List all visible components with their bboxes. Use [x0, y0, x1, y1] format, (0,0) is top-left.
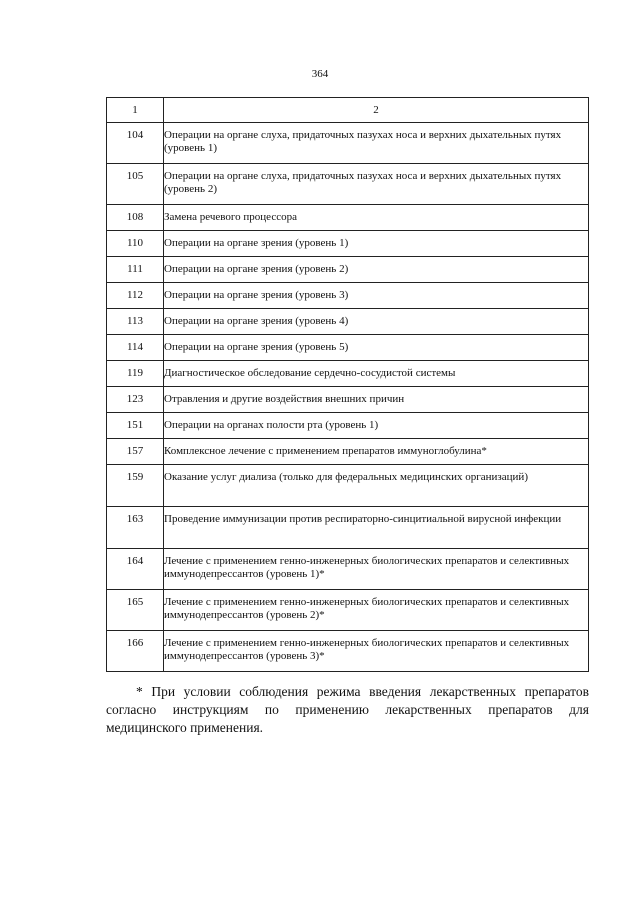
row-code: 113 — [126, 315, 144, 327]
row-name: Операции на органе слуха, придаточных пазухах носа и верхних дыхательных путях (уровень 1) — [164, 129, 562, 154]
row-name-cell — [164, 590, 589, 631]
row-code: 164 — [126, 555, 144, 567]
row-code-cell — [107, 205, 164, 231]
header-cell-code: 1 — [107, 98, 164, 123]
row-name-cell — [164, 335, 589, 361]
table-row — [107, 257, 589, 283]
row-name-cell — [164, 231, 589, 257]
row-name: Операции на органе зрения (уровень 4) — [164, 315, 349, 327]
table-row — [107, 164, 589, 205]
table-row — [107, 439, 589, 465]
row-code: 119 — [126, 367, 144, 379]
row-name: Операции на органе зрения (уровень 1) — [164, 237, 349, 249]
table-row — [107, 231, 589, 257]
table-row — [107, 413, 589, 439]
row-name: Операции на органах полости рта (уровень 1) — [164, 419, 379, 431]
row-code: 157 — [126, 445, 144, 457]
row-code: 165 — [126, 596, 144, 608]
row-code-cell — [107, 283, 164, 309]
row-code: 151 — [126, 419, 144, 431]
table-row — [107, 549, 589, 590]
table-row — [107, 631, 589, 672]
table-row — [107, 123, 589, 164]
row-code: 163 — [126, 513, 144, 525]
row-code: 123 — [126, 393, 144, 405]
row-name: Операции на органе зрения (уровень 3) — [164, 289, 349, 301]
row-name-cell — [164, 439, 589, 465]
row-name: Операции на органе зрения (уровень 5) — [164, 341, 349, 353]
page-number: 364 — [311, 68, 329, 80]
row-code: 110 — [126, 237, 144, 249]
row-code-cell — [107, 413, 164, 439]
row-code-cell — [107, 387, 164, 413]
row-name: Диагностическое обследование сердечно-сосудистой системы — [164, 367, 456, 379]
row-code-cell — [107, 309, 164, 335]
row-code: 114 — [126, 341, 144, 353]
row-code: 166 — [126, 637, 144, 649]
row-code-cell — [107, 439, 164, 465]
header-cell-name: 2 — [164, 98, 589, 123]
row-code-cell — [107, 257, 164, 283]
row-name: Отравления и другие воздействия внешних причин — [164, 393, 405, 405]
row-name-cell — [164, 205, 589, 231]
row-name-cell — [164, 387, 589, 413]
row-code-cell — [107, 549, 164, 590]
row-code-cell — [107, 361, 164, 387]
row-name-cell — [164, 465, 589, 507]
row-code-cell — [107, 123, 164, 164]
row-name: Замена речевого процессора — [164, 211, 297, 223]
row-code-cell — [107, 465, 164, 507]
footnote: * При условии соблюдения режима введения лекарственных препаратов согласно инструкциям по применению лекарственных препаратов для медицинского применения. — [106, 684, 589, 735]
row-code: 159 — [126, 471, 144, 483]
row-name: Оказание услуг диализа (только для федеральных медицинских организаций) — [164, 471, 528, 483]
row-code: 105 — [126, 170, 144, 182]
row-name: Операции на органе слуха, придаточных пазухах носа и верхних дыхательных путях (уровень 2) — [164, 170, 562, 195]
row-name-cell — [164, 631, 589, 672]
table-row — [107, 283, 589, 309]
table-header-row — [107, 98, 589, 123]
codes-table — [106, 97, 589, 672]
row-code-cell — [107, 164, 164, 205]
table-row — [107, 590, 589, 631]
table-row — [107, 361, 589, 387]
row-name: Лечение с применением генно-инженерных биологических препаратов и селективных иммунодепрессантов (уровень 3)* — [164, 637, 570, 662]
table-row — [107, 205, 589, 231]
row-code: 104 — [126, 129, 144, 141]
table-row — [107, 507, 589, 549]
row-name: Лечение с применением генно-инженерных биологических препаратов и селективных иммунодепрессантов (уровень 2)* — [164, 596, 570, 621]
row-name: Комплексное лечение с применением препаратов иммуноглобулина* — [164, 445, 487, 457]
table-row — [107, 309, 589, 335]
row-name-cell — [164, 164, 589, 205]
row-name-cell — [164, 413, 589, 439]
row-code-cell — [107, 590, 164, 631]
row-name-cell — [164, 283, 589, 309]
row-code-cell — [107, 335, 164, 361]
row-name-cell — [164, 123, 589, 164]
row-name-cell — [164, 361, 589, 387]
row-code: 111 — [127, 263, 143, 275]
row-name: Операции на органе зрения (уровень 2) — [164, 263, 349, 275]
row-name: Лечение с применением генно-инженерных биологических препаратов и селективных иммунодепрессантов (уровень 1)* — [164, 555, 570, 580]
table-row — [107, 335, 589, 361]
row-name-cell — [164, 257, 589, 283]
row-code-cell — [107, 631, 164, 672]
row-name-cell — [164, 549, 589, 590]
row-code: 108 — [126, 211, 144, 223]
row-name: Проведение иммунизации против респираторно-синцитиальной вирусной инфекции — [164, 513, 562, 525]
row-name-cell — [164, 507, 589, 549]
table-row — [107, 387, 589, 413]
row-code-cell — [107, 231, 164, 257]
row-code: 112 — [126, 289, 144, 301]
row-name-cell — [164, 309, 589, 335]
table-row — [107, 465, 589, 507]
row-code-cell — [107, 507, 164, 549]
